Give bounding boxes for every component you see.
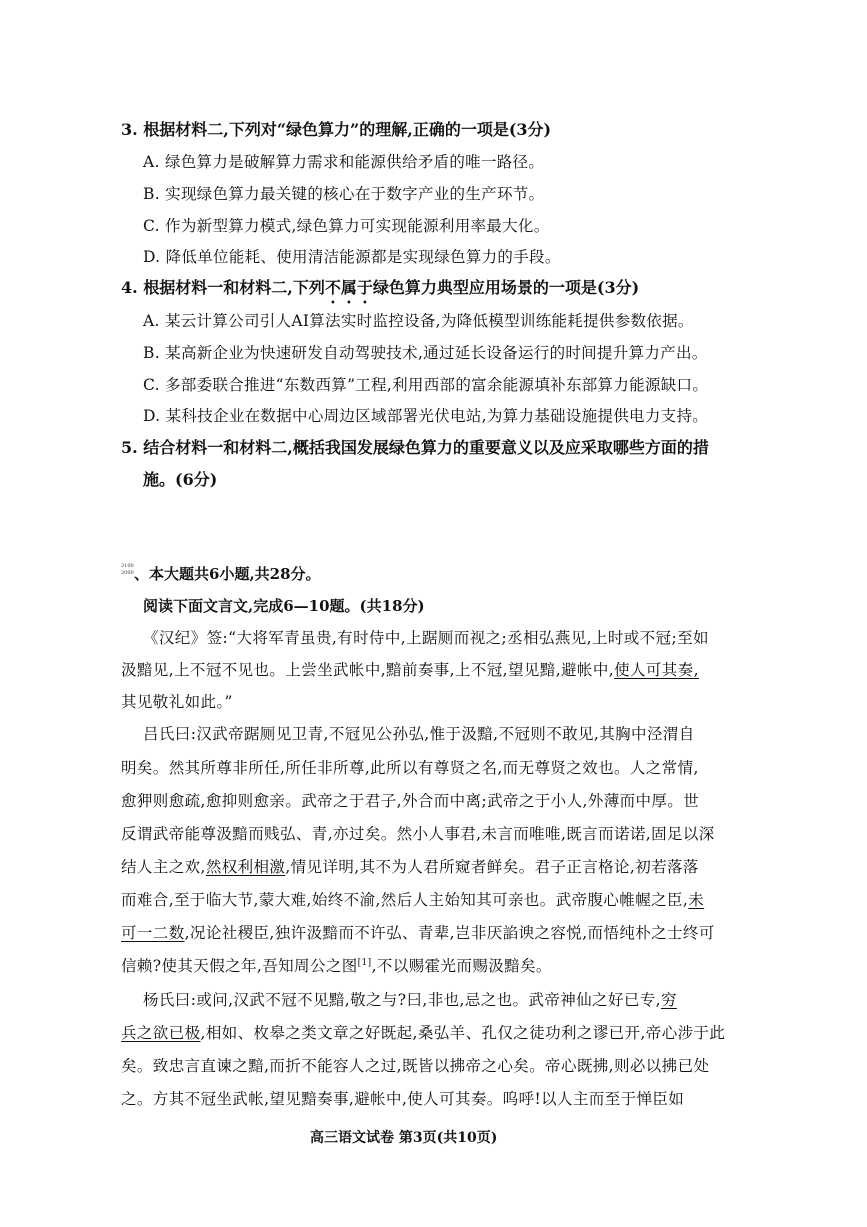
question-4-option-a: A. 某云计算公司引人AI算法实时监控设备,为降低模型训练能耗提供参数依据。 bbox=[143, 312, 694, 330]
passage-p1-line-1: 《汉纪》签:“大将军青虽贵,有时侍中,上踞厕而视之;丞相弘燕见,上时或不冠;至如 bbox=[143, 629, 709, 647]
passage-p2-line-6 bbox=[121, 888, 704, 910]
passage-p2-line-3: 愈狎则愈疏,愈抑则愈亲。武帝之于君子,外合而中离;武帝之于小人,外薄而中厚。世 bbox=[121, 792, 700, 810]
passage-p2-underlined-3: 可一二数 bbox=[121, 924, 185, 942]
passage-p2-line-4: 反谓武帝能尊汲黯而贱弘、青,亦过矣。然小人事君,未言而唯唯,既言而诺诺,固足以深 bbox=[121, 825, 715, 843]
question-4-stem-pre: 4. 根据材料一和材料二,下列 bbox=[121, 278, 325, 297]
question-4-option-d: D. 某科技企业在数据中心周边区域部署光伏电站,为算力基础设施提供电力支持。 bbox=[143, 407, 709, 425]
question-3-option-a: A. 绿色算力是破解算力需求和能源供给矛盾的唯一路径。 bbox=[143, 153, 545, 171]
passage-p1-line-2-text: 汲黯见,上不冠不见也。上尝坐武帐中,黯前奏事,上不冠,望见黯,避帐中, bbox=[121, 661, 615, 679]
passage-p2-underlined-2: 未 bbox=[688, 891, 705, 909]
question-4-option-c: C. 多部委联合推进“东数西算”工程,利用西部的富余能源填补东部算力能源缺口。 bbox=[143, 376, 709, 394]
passage-p2-line-7-text: ,况论社稷臣,独许汲黯而不许弘、青辈,岂非厌諂谀之容悦,而悟纯朴之士终可 bbox=[184, 924, 715, 942]
question-3-option-c: C. 作为新型算力模式,绿色算力可实现能源利用率最大化。 bbox=[143, 217, 550, 235]
passage-p3-line-2-rest: ,相如、枚皋之类文章之好既起,桑弘羊、孔仅之徒功利之谬已开,帝心涉于此 bbox=[200, 1024, 726, 1042]
question-5-stem-line-1: 5. 结合材料一和材料二,概括我国发展绿色算力的重要意义以及应采取哪些方面的措 bbox=[121, 438, 709, 457]
passage-p2-line-5-pre: 结人主之欢, bbox=[121, 858, 206, 876]
passage-p2-line-8-pre: 信赖?使其天假之年,吾知周公之图 bbox=[121, 957, 358, 975]
passage-p1-line-2 bbox=[121, 658, 699, 680]
passage-p2-line-8 bbox=[121, 954, 552, 976]
passage-p2-line-5 bbox=[121, 855, 699, 877]
section-instruction: 阅读下面文言文,完成6—10题。(共18分) bbox=[143, 597, 425, 615]
question-4-option-b: B. 某高新企业为快速研发自动驾驶技术,通过延长设备运行的时间提升算力产出。 bbox=[143, 344, 708, 362]
question-4-stem bbox=[121, 275, 639, 307]
section-tiny-mark-top: 2100 bbox=[121, 563, 134, 569]
passage-p3-underlined-1: 穷 bbox=[660, 991, 677, 1009]
question-4-stem-emphasis: 不属于 bbox=[324, 278, 373, 297]
passage-p2-line-5-post: ,情见详明,其不为人君所窥者鲜矣。君子正言格论,初若落落 bbox=[285, 858, 699, 876]
question-5-stem-line-2: 施。(6分) bbox=[143, 470, 218, 489]
passage-p3-line-4: 之。方其不冠坐武帐,望见黯奏事,避帐中,使人可其奏。呜呼!以人主而至于惮臣如 bbox=[121, 1090, 685, 1108]
page-footer: 高三语文试卷 第3页(共10页) bbox=[310, 1130, 498, 1146]
passage-p3-line-2 bbox=[121, 1021, 725, 1043]
passage-p3-line-1 bbox=[143, 988, 677, 1010]
question-3-option-b: B. 实现绿色算力最关键的核心在于数字产业的生产环节。 bbox=[143, 185, 545, 203]
question-3-option-d: D. 降低单位能耗、使用清洁能源都是实现绿色算力的手段。 bbox=[143, 248, 561, 266]
passage-p3-line-3: 矣。致忠言直谏之黯,而折不能容人之过,既皆以拂帝之心矣。帝心既拂,则必以拂已处 bbox=[121, 1057, 710, 1075]
passage-p2-line-7 bbox=[121, 921, 715, 943]
passage-p1-underlined: 使人可其奏, bbox=[614, 661, 699, 679]
passage-p1-line-3: 其见敬礼如此。” bbox=[121, 693, 233, 711]
passage-p2-line-1: 吕氏曰:汉武帝踞厕见卫青,不冠见公孙弘,惟于汲黯,不冠则不敢见,其胸中泾渭自 bbox=[143, 725, 695, 743]
question-4-stem-post: 绿色算力典型应用场景的一项是(3分) bbox=[372, 278, 640, 297]
footnote-mark: [1] bbox=[357, 957, 372, 968]
passage-p3-line-1-text: 杨氏曰:或问,汉武不冠不见黯,敬之与?曰,非也,忌之也。武帝神仙之好已专, bbox=[143, 991, 661, 1009]
passage-p2-line-2: 明矣。然其所尊非所任,所任非所尊,此所以有尊贤之名,而无尊贤之效也。人之常情, bbox=[121, 759, 699, 777]
question-3-stem: 3. 根据材料二,下列对“绿色算力”的理解,正确的一项是(3分) bbox=[121, 120, 552, 139]
passage-p3-underlined-2: 兵之欲已极 bbox=[121, 1024, 201, 1042]
passage-p2-underlined-1: 然权利相激 bbox=[205, 858, 286, 876]
section-tiny-mark-bottom: 2000 bbox=[121, 570, 134, 576]
section-header: 、本大题共6小题,共28分。 bbox=[134, 565, 321, 583]
passage-p2-line-8-post: ,不以赐霍光而赐汲黯矣。 bbox=[371, 957, 552, 975]
passage-p2-line-6-text: 而难合,至于临大节,蒙大难,始终不渝,然后人主始知其可亲也。武帝腹心帷幄之臣, bbox=[121, 891, 689, 909]
